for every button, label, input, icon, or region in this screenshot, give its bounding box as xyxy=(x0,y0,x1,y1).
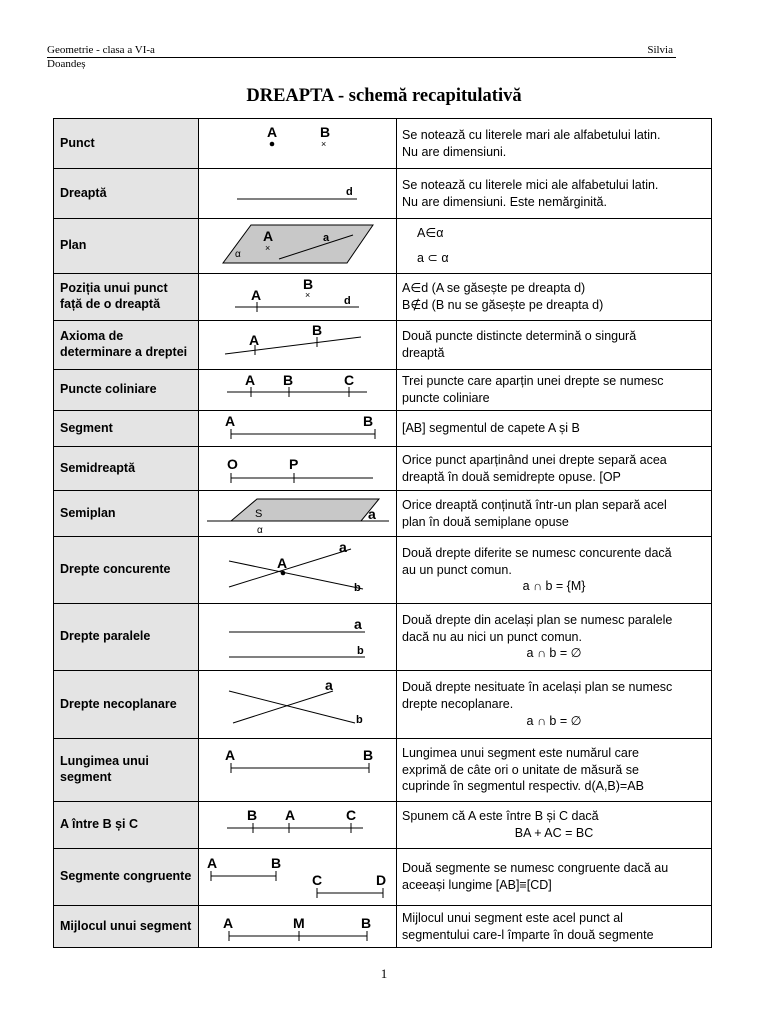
row-label: Segment xyxy=(54,411,199,447)
row-label: Puncte coliniare xyxy=(54,370,199,411)
row-label: A între B și C xyxy=(54,802,199,849)
table-row xyxy=(54,119,712,169)
description-line: cuprinde în segmentul respectiv. d(A,B)=AB xyxy=(402,779,644,794)
description-line: aceeași lungime [AB]≡[CD] xyxy=(402,878,552,892)
table-row xyxy=(54,537,712,604)
point-label: B xyxy=(361,915,372,931)
between-figure xyxy=(199,802,397,848)
line-label: b xyxy=(357,645,364,657)
table-row xyxy=(54,849,712,906)
description-line: dacă nu au nici un punct comun. xyxy=(402,629,582,644)
point-label: B xyxy=(312,322,323,338)
line-label: d xyxy=(344,295,351,307)
description-line: plan în două semiplane opuse xyxy=(402,514,569,529)
row-label: Dreaptă xyxy=(54,169,199,219)
page-number: 1 xyxy=(380,966,388,981)
figure-cell xyxy=(199,849,397,906)
concurrent-figure xyxy=(199,537,397,603)
formula: BA + AC = BC xyxy=(514,826,594,840)
row-description xyxy=(397,119,712,169)
point-label: A xyxy=(207,855,218,871)
description-line: au un punct comun. xyxy=(402,562,512,577)
point-label: B xyxy=(320,124,331,140)
plane-label: α xyxy=(235,249,241,260)
point-label: M xyxy=(293,915,305,931)
figure-cell xyxy=(199,169,397,219)
header-rule xyxy=(47,57,676,58)
figure-cell xyxy=(199,411,397,447)
row-description xyxy=(397,274,712,321)
formula: a ∩ b = {M} xyxy=(522,579,586,594)
point-label: B xyxy=(303,276,314,292)
description-line: Se notează cu literele mari ale alfabetului latin. xyxy=(402,127,661,142)
table-row xyxy=(54,906,712,948)
point-cross: × xyxy=(321,139,327,149)
segment-figure xyxy=(199,411,397,446)
row-label: Lungimea unui segment xyxy=(54,739,199,802)
line-a xyxy=(229,549,351,587)
halfplane-figure xyxy=(199,491,397,536)
row-description xyxy=(397,169,712,219)
formula: a ∩ b = ∅ xyxy=(526,646,582,661)
row-description xyxy=(397,849,712,906)
point-label: A xyxy=(225,413,236,429)
point-label: C xyxy=(312,872,323,888)
table-row xyxy=(54,411,712,447)
point-cross: × xyxy=(305,290,311,300)
plane-figure xyxy=(199,219,397,273)
point-label: A xyxy=(285,807,296,823)
row-label: Drepte paralele xyxy=(54,604,199,671)
line-label: a xyxy=(354,616,362,632)
row-label: Drepte concurente xyxy=(54,537,199,604)
page-title: DREAPTA - schemă recapitulativă xyxy=(246,86,522,106)
figure-cell xyxy=(199,370,397,411)
figure-cell xyxy=(199,219,397,274)
point-figure xyxy=(199,119,397,168)
figure-cell xyxy=(199,906,397,948)
point-label: B xyxy=(247,807,258,823)
row-description xyxy=(397,802,712,849)
row-label: Drepte necoplanare xyxy=(54,671,199,739)
line-label: a xyxy=(325,677,333,693)
congruent-figure xyxy=(199,849,397,905)
header-subject: Geometrie - clasa a VI-a xyxy=(47,44,155,56)
row-description xyxy=(397,671,712,739)
point-dot xyxy=(270,142,275,147)
description-line: a ⊂ α xyxy=(417,251,449,265)
description-line: Spunem că A este între B și C dacă xyxy=(402,809,599,824)
description-line: B∉d (B nu se găsește pe dreapta d) xyxy=(402,298,604,312)
row-label: Punct xyxy=(54,119,199,169)
collinear-figure xyxy=(199,370,397,410)
figure-cell xyxy=(199,537,397,604)
figure-cell xyxy=(199,321,397,370)
axiom-figure xyxy=(199,321,397,369)
figure-cell xyxy=(199,447,397,491)
header-author-last: Doandeș xyxy=(47,58,86,70)
description-line: Lungimea unui segment este numărul care xyxy=(402,745,639,760)
plane-label: α xyxy=(257,525,263,536)
table-row xyxy=(54,604,712,671)
row-label: Axioma de determinare a dreptei xyxy=(54,321,199,370)
figure-cell xyxy=(199,491,397,537)
description-line: Nu are dimensiuni. Este nemărginită. xyxy=(402,194,607,209)
description-line: dreaptă în două semidrepte opuse. [OP xyxy=(402,469,621,484)
point-label: C xyxy=(346,807,357,823)
row-description xyxy=(397,370,712,411)
line-ab xyxy=(225,337,361,354)
header-author-first: Silvia xyxy=(647,44,673,56)
description-line: dreaptă xyxy=(402,346,445,360)
line-label: a xyxy=(339,539,347,555)
table-row xyxy=(54,219,712,274)
point-label: A xyxy=(223,915,234,931)
figure-cell xyxy=(199,274,397,321)
row-label: Mijlocul unui segment xyxy=(54,906,199,948)
table-row xyxy=(54,802,712,849)
description-line: Orice punct aparținând unei drepte separă acea xyxy=(402,452,667,467)
row-label: Semidreaptă xyxy=(54,447,199,491)
figure-cell xyxy=(199,119,397,169)
row-description xyxy=(397,604,712,671)
row-description xyxy=(397,447,712,491)
description-line: Nu are dimensiuni. xyxy=(402,144,507,159)
parallel-figure xyxy=(199,604,397,670)
line-label: a xyxy=(368,506,376,522)
row-description xyxy=(397,537,712,604)
row-description xyxy=(397,739,712,802)
row-label: Plan xyxy=(54,219,199,274)
point-label: A xyxy=(225,747,236,763)
line-label: a xyxy=(323,232,330,244)
point-label: B xyxy=(271,855,282,871)
length-figure xyxy=(199,739,397,801)
point-label: A xyxy=(263,228,274,244)
ray-figure xyxy=(199,447,397,490)
plane-parallelogram xyxy=(231,499,379,521)
noncoplanar-figure xyxy=(199,671,397,738)
figure-cell xyxy=(199,802,397,849)
point-label: O xyxy=(227,456,238,472)
description-line: [AB] segmentul de capete A și B xyxy=(402,421,580,436)
figure-cell xyxy=(199,604,397,671)
description-line: Două drepte nesituate în același plan se numesc xyxy=(402,680,673,695)
point-label: A xyxy=(245,372,256,388)
row-description xyxy=(397,321,712,370)
description-line: Trei puncte care aparțin unei drepte se numesc xyxy=(402,374,664,389)
description-line: Două segmente se numesc congruente dacă au xyxy=(402,861,669,876)
description-line: segmentului care-l împarte în două segmente xyxy=(402,927,654,942)
row-label: Semiplan xyxy=(54,491,199,537)
intersection-point xyxy=(281,571,286,576)
description-line: Două puncte distincte determină o singură xyxy=(402,329,637,344)
line-label: d xyxy=(346,186,353,198)
row-description xyxy=(397,906,712,948)
point-label: A xyxy=(277,555,288,571)
row-description xyxy=(397,219,712,274)
description-line: A∈α xyxy=(417,226,444,241)
figure-cell xyxy=(199,739,397,802)
table-row xyxy=(54,491,712,537)
figure-cell xyxy=(199,671,397,739)
point-label: C xyxy=(344,372,355,388)
point-label: A xyxy=(249,332,260,348)
line-label: b xyxy=(354,582,361,594)
line-label: b xyxy=(356,714,363,726)
point-label: D xyxy=(376,872,387,888)
halfplane-label: S xyxy=(255,508,263,520)
line-figure xyxy=(199,169,397,218)
point-label: A xyxy=(251,287,262,303)
description-line: drepte necoplanare. xyxy=(402,697,514,712)
table-row xyxy=(54,739,712,802)
row-description xyxy=(397,411,712,447)
line-b xyxy=(229,561,363,589)
description-line: exprimă de câte ori o unitate de măsură se xyxy=(402,762,639,777)
point-label: B xyxy=(363,747,374,763)
description-line: Două drepte din același plan se numesc paralele xyxy=(402,612,673,627)
description-line: Mijlocul unui segment este acel punct al xyxy=(402,910,623,925)
point-cross: × xyxy=(265,243,271,253)
description-line: puncte coliniare xyxy=(402,391,490,405)
description-line: Două drepte diferite se numesc concurente dacă xyxy=(402,545,672,560)
description-line: Se notează cu literele mici ale alfabetului latin. xyxy=(402,177,659,192)
table-row xyxy=(54,169,712,219)
plane-parallelogram xyxy=(223,225,373,263)
point-label: B xyxy=(283,372,294,388)
row-description xyxy=(397,491,712,537)
formula: a ∩ b = ∅ xyxy=(526,713,582,728)
summary-table xyxy=(53,118,712,948)
point-label: B xyxy=(363,413,374,429)
table-row xyxy=(54,447,712,491)
row-label: Poziția unui punct față de o dreaptă xyxy=(54,274,199,321)
table-row xyxy=(54,321,712,370)
table-row xyxy=(54,274,712,321)
table-row xyxy=(54,671,712,739)
description-line: A∈d (A se găsește pe dreapta d) xyxy=(402,281,586,296)
table-row xyxy=(54,370,712,411)
point-line-figure xyxy=(199,274,397,320)
description-line: Orice dreaptă conținută într-un plan separă acel xyxy=(402,497,667,512)
point-label: P xyxy=(289,456,299,472)
row-label: Segmente congruente xyxy=(54,849,199,906)
midpoint-figure xyxy=(199,906,397,947)
point-label: A xyxy=(267,124,278,140)
